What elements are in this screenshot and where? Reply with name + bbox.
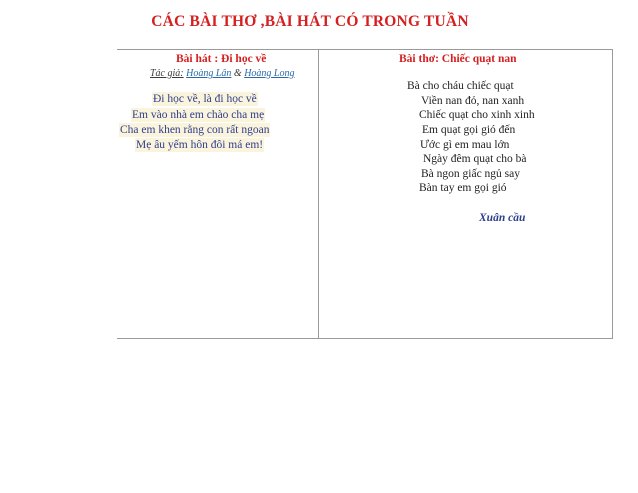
poem-line: Chiếc quạt cho xinh xinh [419, 109, 535, 121]
poem-line: Viền nan đỏ, nan xanh [421, 95, 525, 107]
poem-line: Ước gì em mau lớn [420, 139, 510, 151]
song-authors [150, 68, 294, 79]
poem-line: Ngày đêm quạt cho bà [423, 153, 527, 165]
song-line: Mẹ âu yếm hôn đôi má em! [136, 139, 264, 151]
poem-line: Bà ngon giấc ngủ say [421, 168, 521, 180]
song-line: Em vào nhà em chào cha mẹ [132, 109, 265, 121]
poem-title: Bài thơ: Chiếc quạt nan [399, 53, 517, 65]
song-title: Bài hát : Đi học về [176, 53, 267, 65]
poem-line: Em quạt gọi gió đến [422, 124, 516, 136]
song-line: Đi học về, là đi học về [153, 93, 257, 105]
column-divider [318, 50, 319, 338]
authors-prefix: Tác giả: [150, 68, 184, 79]
authors-connector: & [233, 68, 242, 79]
poem-author: Xuân cầu [479, 212, 526, 224]
page-title: CÁC BÀI THƠ ,BÀI HÁT CÓ TRONG TUẦN [151, 13, 469, 30]
author-link-hoang-lan[interactable]: Hoàng Lân [186, 68, 232, 79]
song-line: Cha em khen rằng con rất ngoan [120, 124, 270, 136]
author-link-hoang-long[interactable]: Hoàng Long [244, 68, 295, 79]
poem-line: Bà cho cháu chiếc quạt [407, 80, 514, 92]
poem-line: Bàn tay em gọi gió [419, 182, 507, 194]
